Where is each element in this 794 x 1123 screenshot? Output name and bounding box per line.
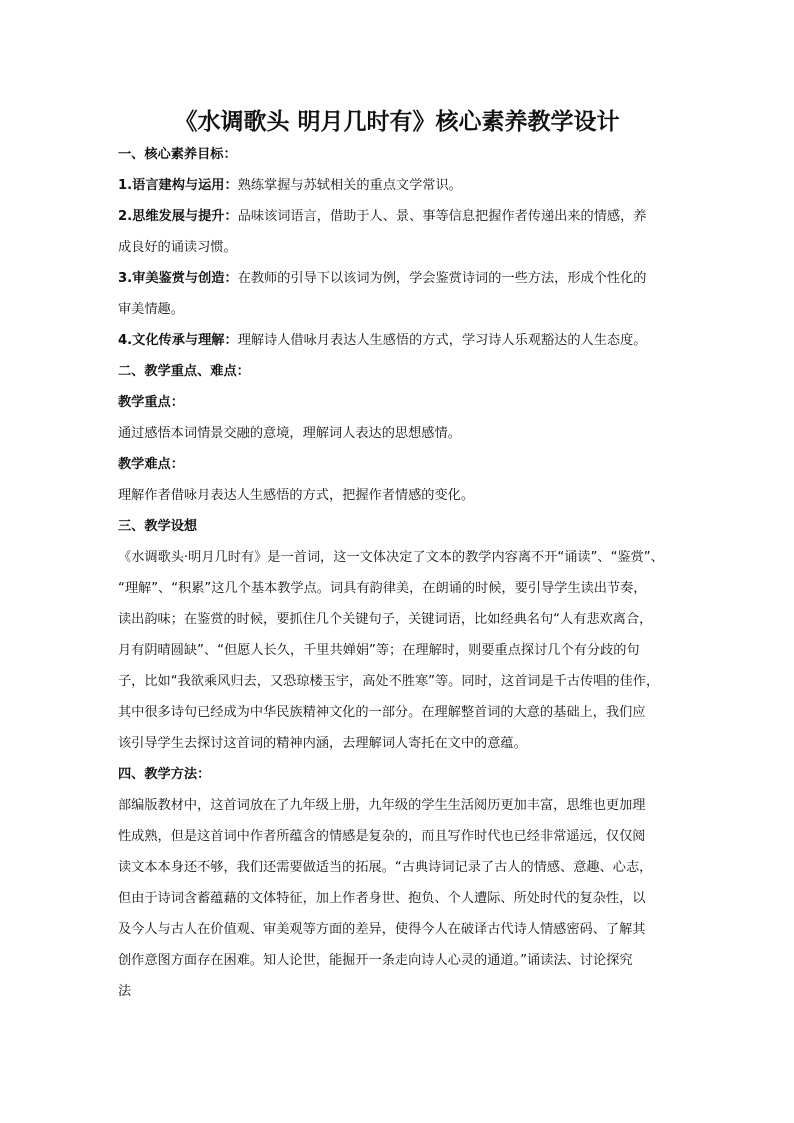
teaching-methods-line: 部编版教材中，这首词放在了九年级上册，九年级的学生生活阅历更加丰富，思维也更加理 bbox=[118, 798, 646, 813]
teaching-methods-line: 创作意图方面存在困难。知人论世，能掘开一条走向诗人心灵的通道。”诵读法、讨论探究 bbox=[118, 953, 633, 968]
teaching-methods-line: 及今人与古人在价值观、审美观等方面的差异，使得今人在破译古代诗人情感密码、了解其 bbox=[118, 922, 646, 937]
goal-1 bbox=[118, 176, 462, 196]
goal-text: 熟练掌握与苏轼相关的重点文学常识。 bbox=[237, 178, 462, 193]
section-heading-teaching-methods: 四、教学方法： bbox=[118, 767, 211, 782]
goal-label: 4.文化传承与理解： bbox=[118, 333, 238, 348]
goal-label: 1.语言建构与运用： bbox=[118, 178, 238, 193]
key-point-text: 通过感悟本词情景交融的意境，理解词人表达的思想感情。 bbox=[118, 426, 461, 441]
teaching-idea-line: 月有阴晴圆缺”、“但愿人长久，千里共婵娟”等；在理解时，则要重点探讨几个有分歧的句 bbox=[118, 643, 640, 658]
document-title: 《水调歌头 明月几时有》核心素养教学设计 bbox=[174, 109, 620, 135]
teaching-idea-line: 读出韵味；在鉴赏的时候，要抓住几个关键句子，关键词语，比如经典名句“人有悲欢离合， bbox=[118, 612, 653, 627]
teaching-methods-line: 性成熟，但是这首词中作者所蕴含的情感是复杂的，而且写作时代也已经非常遥远，仅仅阅 bbox=[118, 829, 646, 844]
goal-2 bbox=[118, 207, 647, 227]
teaching-idea-line: “理解”、“积累”这几个基本教学点。词具有韵律美，在朗诵的时候，要引导学生读出节奏， bbox=[118, 581, 647, 596]
section-heading-goals: 一、核心素养目标： bbox=[118, 147, 237, 162]
teaching-methods-line: 但由于诗词含蓄蕴藉的文体特征，加上作者身世、抱负、个人遭际、所处时代的复杂性，以 bbox=[118, 891, 646, 906]
goal-3-continued: 审美情趣。 bbox=[118, 302, 184, 317]
teaching-idea-line: 子，比如“我欲乘风归去，又恐琼楼玉宇，高处不胜寒”等。同时，这首词是千古传唱的佳作， bbox=[118, 674, 660, 689]
goal-3 bbox=[118, 269, 647, 289]
teaching-idea-line: 该引导学生去探讨这首词的精神内涵，去理解词人寄托在文中的意蕴。 bbox=[118, 736, 527, 751]
section-heading-key-points: 二、教学重点、难点： bbox=[118, 364, 250, 379]
goal-text: 在教师的引导下以该词为例，学会鉴赏诗词的一些方法，形成个性化的 bbox=[237, 271, 647, 286]
difficult-point-label: 教学难点： bbox=[118, 457, 184, 472]
teaching-methods-line: 读文本本身还不够，我们还需要做适当的拓展。“古典诗词记录了古人的情感、意趣、心志， bbox=[118, 860, 653, 875]
section-heading-teaching-idea: 三、教学设想 bbox=[118, 519, 198, 534]
key-point-label: 教学重点： bbox=[118, 395, 184, 410]
goal-label: 2.思维发展与提升： bbox=[118, 209, 238, 224]
goal-4 bbox=[118, 331, 647, 351]
goal-2-continued: 成良好的诵读习惯。 bbox=[118, 240, 237, 255]
teaching-idea-line: 其中很多诗句已经成为中华民族精神文化的一部分。在理解整首词的大意的基础上，我们应 bbox=[118, 705, 646, 720]
goal-label: 3.审美鉴赏与创造： bbox=[118, 271, 238, 286]
teaching-idea-line: 《水调歌头·明月几时有》是一首词，这一文体决定了文本的教学内容离不开“诵读”、“鉴赏”、 bbox=[118, 550, 664, 565]
difficult-point-text: 理解作者借咏月表达人生感悟的方式，把握作者情感的变化。 bbox=[118, 488, 475, 503]
goal-text: 理解诗人借咏月表达人生感悟的方式，学习诗人乐观豁达的人生态度。 bbox=[237, 333, 647, 348]
teaching-methods-line: 法 bbox=[118, 984, 132, 999]
goal-text: 品味该词语言，借助于人、景、事等信息把握作者传递出来的情感，养 bbox=[237, 209, 647, 224]
